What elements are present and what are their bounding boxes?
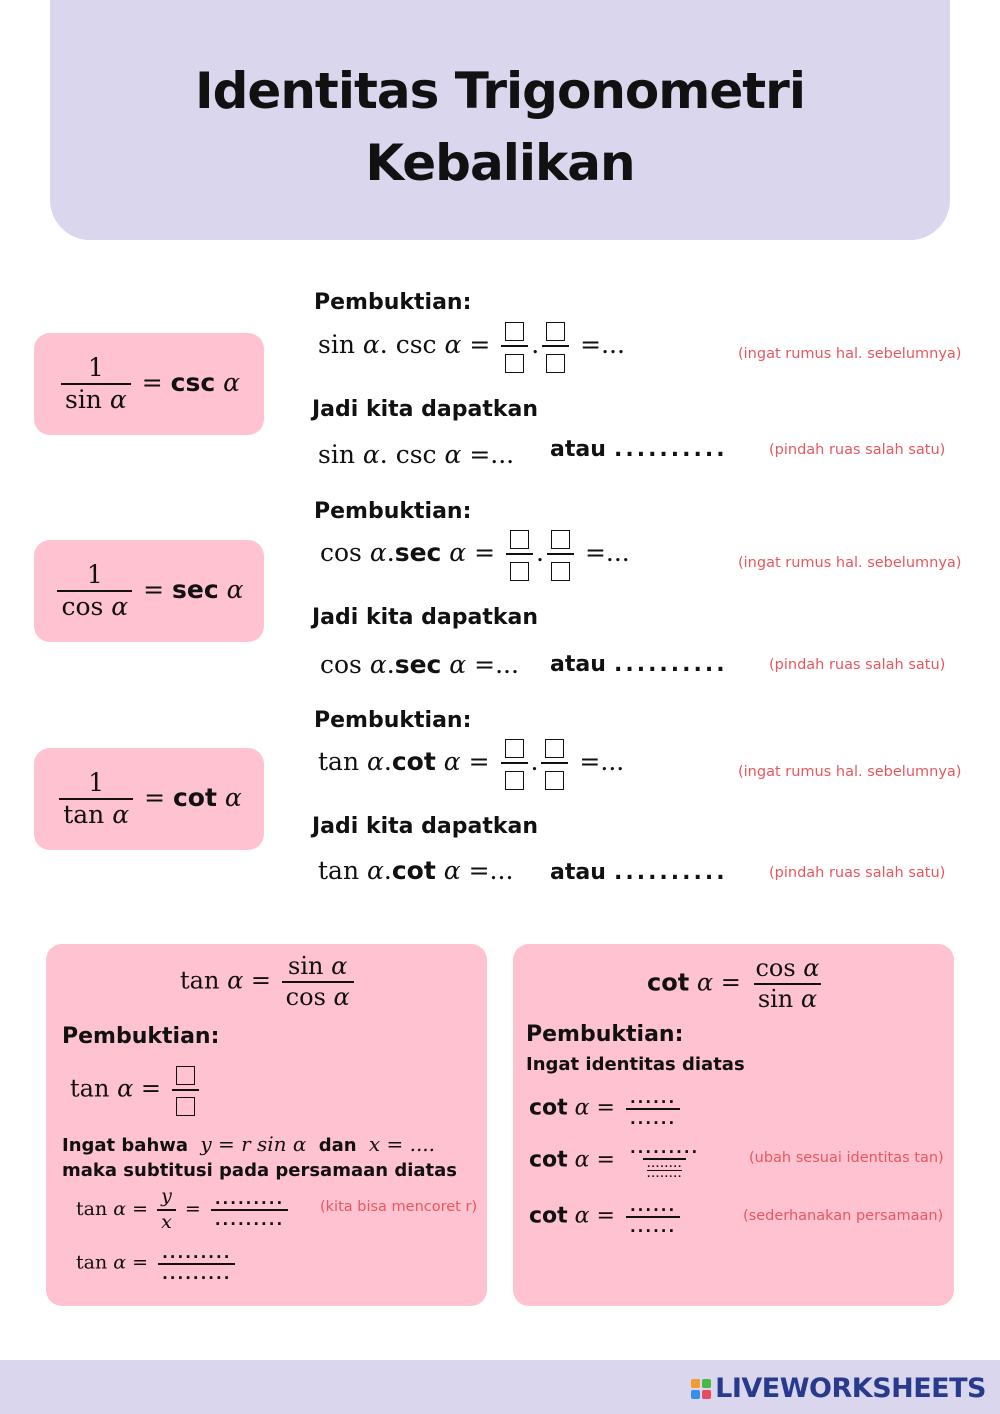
atau-label-2: atau bbox=[550, 652, 606, 677]
identity-card-sec: $\frac{1}{\text{cos α}}$ = sec α bbox=[34, 540, 264, 642]
cot-step-2: cot α = ......... ........ ........ bbox=[529, 1140, 707, 1181]
blank-box[interactable] bbox=[510, 562, 529, 581]
pembuktian-label-3: Pembuktian: bbox=[314, 708, 472, 733]
cot-pembuktian-label: Pembuktian: bbox=[526, 1022, 684, 1047]
blank-box[interactable] bbox=[176, 1066, 195, 1085]
footer-bar bbox=[0, 1360, 1000, 1414]
jadi-label-2: Jadi kita dapatkan bbox=[312, 605, 539, 630]
result-equation-3: tan α.cot α =... bbox=[318, 856, 514, 885]
note-coret: (kita bisa mencoret r) bbox=[320, 1199, 478, 1215]
proof-equation-2: cos α.sec α = . =... bbox=[320, 525, 630, 584]
blank-box[interactable] bbox=[505, 771, 524, 790]
note-pindah-3: (pindah ruas salah satu) bbox=[769, 865, 946, 881]
tan-pembuktian-label: Pembuktian: bbox=[62, 1024, 220, 1049]
cot-step-3: cot α = $\frac{......}{......}$ bbox=[529, 1198, 684, 1235]
cot-identity-formula: cot α = $\frac{\text{cos α}}{\text{sin α}}$ bbox=[647, 954, 820, 1014]
blank-fraction[interactable]: $\frac{.........}{.........}$ bbox=[158, 1245, 235, 1282]
page-title-line1: Identitas Trigonometri bbox=[195, 62, 805, 120]
answer-blank-2[interactable]: .......... bbox=[614, 652, 728, 677]
result-equation-1: sin α. csc α =... bbox=[318, 440, 515, 469]
blank-fraction[interactable]: $\frac{......}{......}$ bbox=[626, 1198, 680, 1235]
blank-box[interactable] bbox=[505, 354, 524, 373]
blank-box[interactable] bbox=[546, 322, 565, 341]
blank-fraction[interactable]: $\frac{......}{......}$ bbox=[626, 1090, 680, 1127]
tan-identity-card bbox=[46, 944, 487, 1306]
logo-grid-icon bbox=[691, 1379, 711, 1399]
proof-equation-1: sin α. csc α = . =... bbox=[318, 317, 625, 376]
pembuktian-label-2: Pembuktian: bbox=[314, 499, 472, 524]
blank-box[interactable] bbox=[546, 354, 565, 373]
note-ingat-2: (ingat rumus hal. sebelumnya) bbox=[738, 555, 962, 571]
blank-box[interactable] bbox=[551, 562, 570, 581]
atau-label-3: atau bbox=[550, 860, 606, 885]
note-sederhana: (sederhanakan persamaan) bbox=[743, 1208, 944, 1224]
jadi-label-1: Jadi kita dapatkan bbox=[312, 397, 539, 422]
jadi-label-3: Jadi kita dapatkan bbox=[312, 814, 539, 839]
tan-maka-line: maka subtitusi pada persamaan diatas bbox=[62, 1160, 457, 1181]
answer-blank-1[interactable]: .......... bbox=[614, 437, 728, 462]
note-ingat-1: (ingat rumus hal. sebelumnya) bbox=[738, 346, 962, 362]
proof-equation-3: tan α.cot α = . =... bbox=[318, 734, 624, 793]
note-pindah-2: (pindah ruas salah satu) bbox=[769, 657, 946, 673]
blank-box[interactable] bbox=[551, 530, 570, 549]
logo-text: LIVEWORKSHEETS bbox=[715, 1373, 986, 1404]
tan-box-equation: tan α = bbox=[70, 1062, 202, 1118]
pembuktian-label-1: Pembuktian: bbox=[314, 290, 472, 315]
blank-box[interactable] bbox=[545, 771, 564, 790]
title-banner bbox=[50, 0, 950, 240]
identity-card-csc: $\frac{1}{\text{sin α}}$ = csc α bbox=[34, 333, 264, 435]
cot-step-1: cot α = $\frac{......}{......}$ bbox=[529, 1090, 684, 1127]
result-equation-2: cos α.sec α =... bbox=[320, 650, 519, 679]
blank-box[interactable] bbox=[545, 739, 564, 758]
blank-box[interactable] bbox=[510, 530, 529, 549]
note-ingat-3: (ingat rumus hal. sebelumnya) bbox=[738, 764, 962, 780]
tan-substitution: tan α = $\frac{y}{x}$ = $\frac{.........}{.........}$ bbox=[76, 1187, 292, 1233]
blank-box[interactable] bbox=[176, 1097, 195, 1116]
atau-label-1: atau bbox=[550, 437, 606, 462]
blank-box[interactable] bbox=[505, 322, 524, 341]
note-ubah: (ubah sesuai identitas tan) bbox=[749, 1150, 944, 1166]
cot-ingat-line: Ingat identitas diatas bbox=[526, 1054, 745, 1075]
tan-identity-formula: tan α = $\frac{\text{sin α}}{\text{cos α}}$ bbox=[180, 954, 357, 1010]
blank-box[interactable] bbox=[505, 739, 524, 758]
answer-blank-3[interactable]: .......... bbox=[614, 860, 728, 885]
tan-ingat-line: Ingat bahwa y = r sin α dan x = .... bbox=[62, 1132, 436, 1156]
page-title-line2: Kebalikan bbox=[365, 134, 635, 192]
note-pindah-1: (pindah ruas salah satu) bbox=[769, 442, 946, 458]
blank-fraction[interactable]: $\frac{.........}{.........}$ bbox=[211, 1191, 288, 1228]
cot-identity-card bbox=[513, 944, 954, 1306]
blank-complex-fraction[interactable]: ......... ........ ........ bbox=[629, 1139, 700, 1181]
liveworksheets-logo[interactable] bbox=[691, 1373, 986, 1404]
tan-final: tan α = $\frac{.........}{.........}$ bbox=[76, 1245, 239, 1282]
identity-card-cot: $\frac{1}{\text{tan α}}$ = cot α bbox=[34, 748, 264, 850]
